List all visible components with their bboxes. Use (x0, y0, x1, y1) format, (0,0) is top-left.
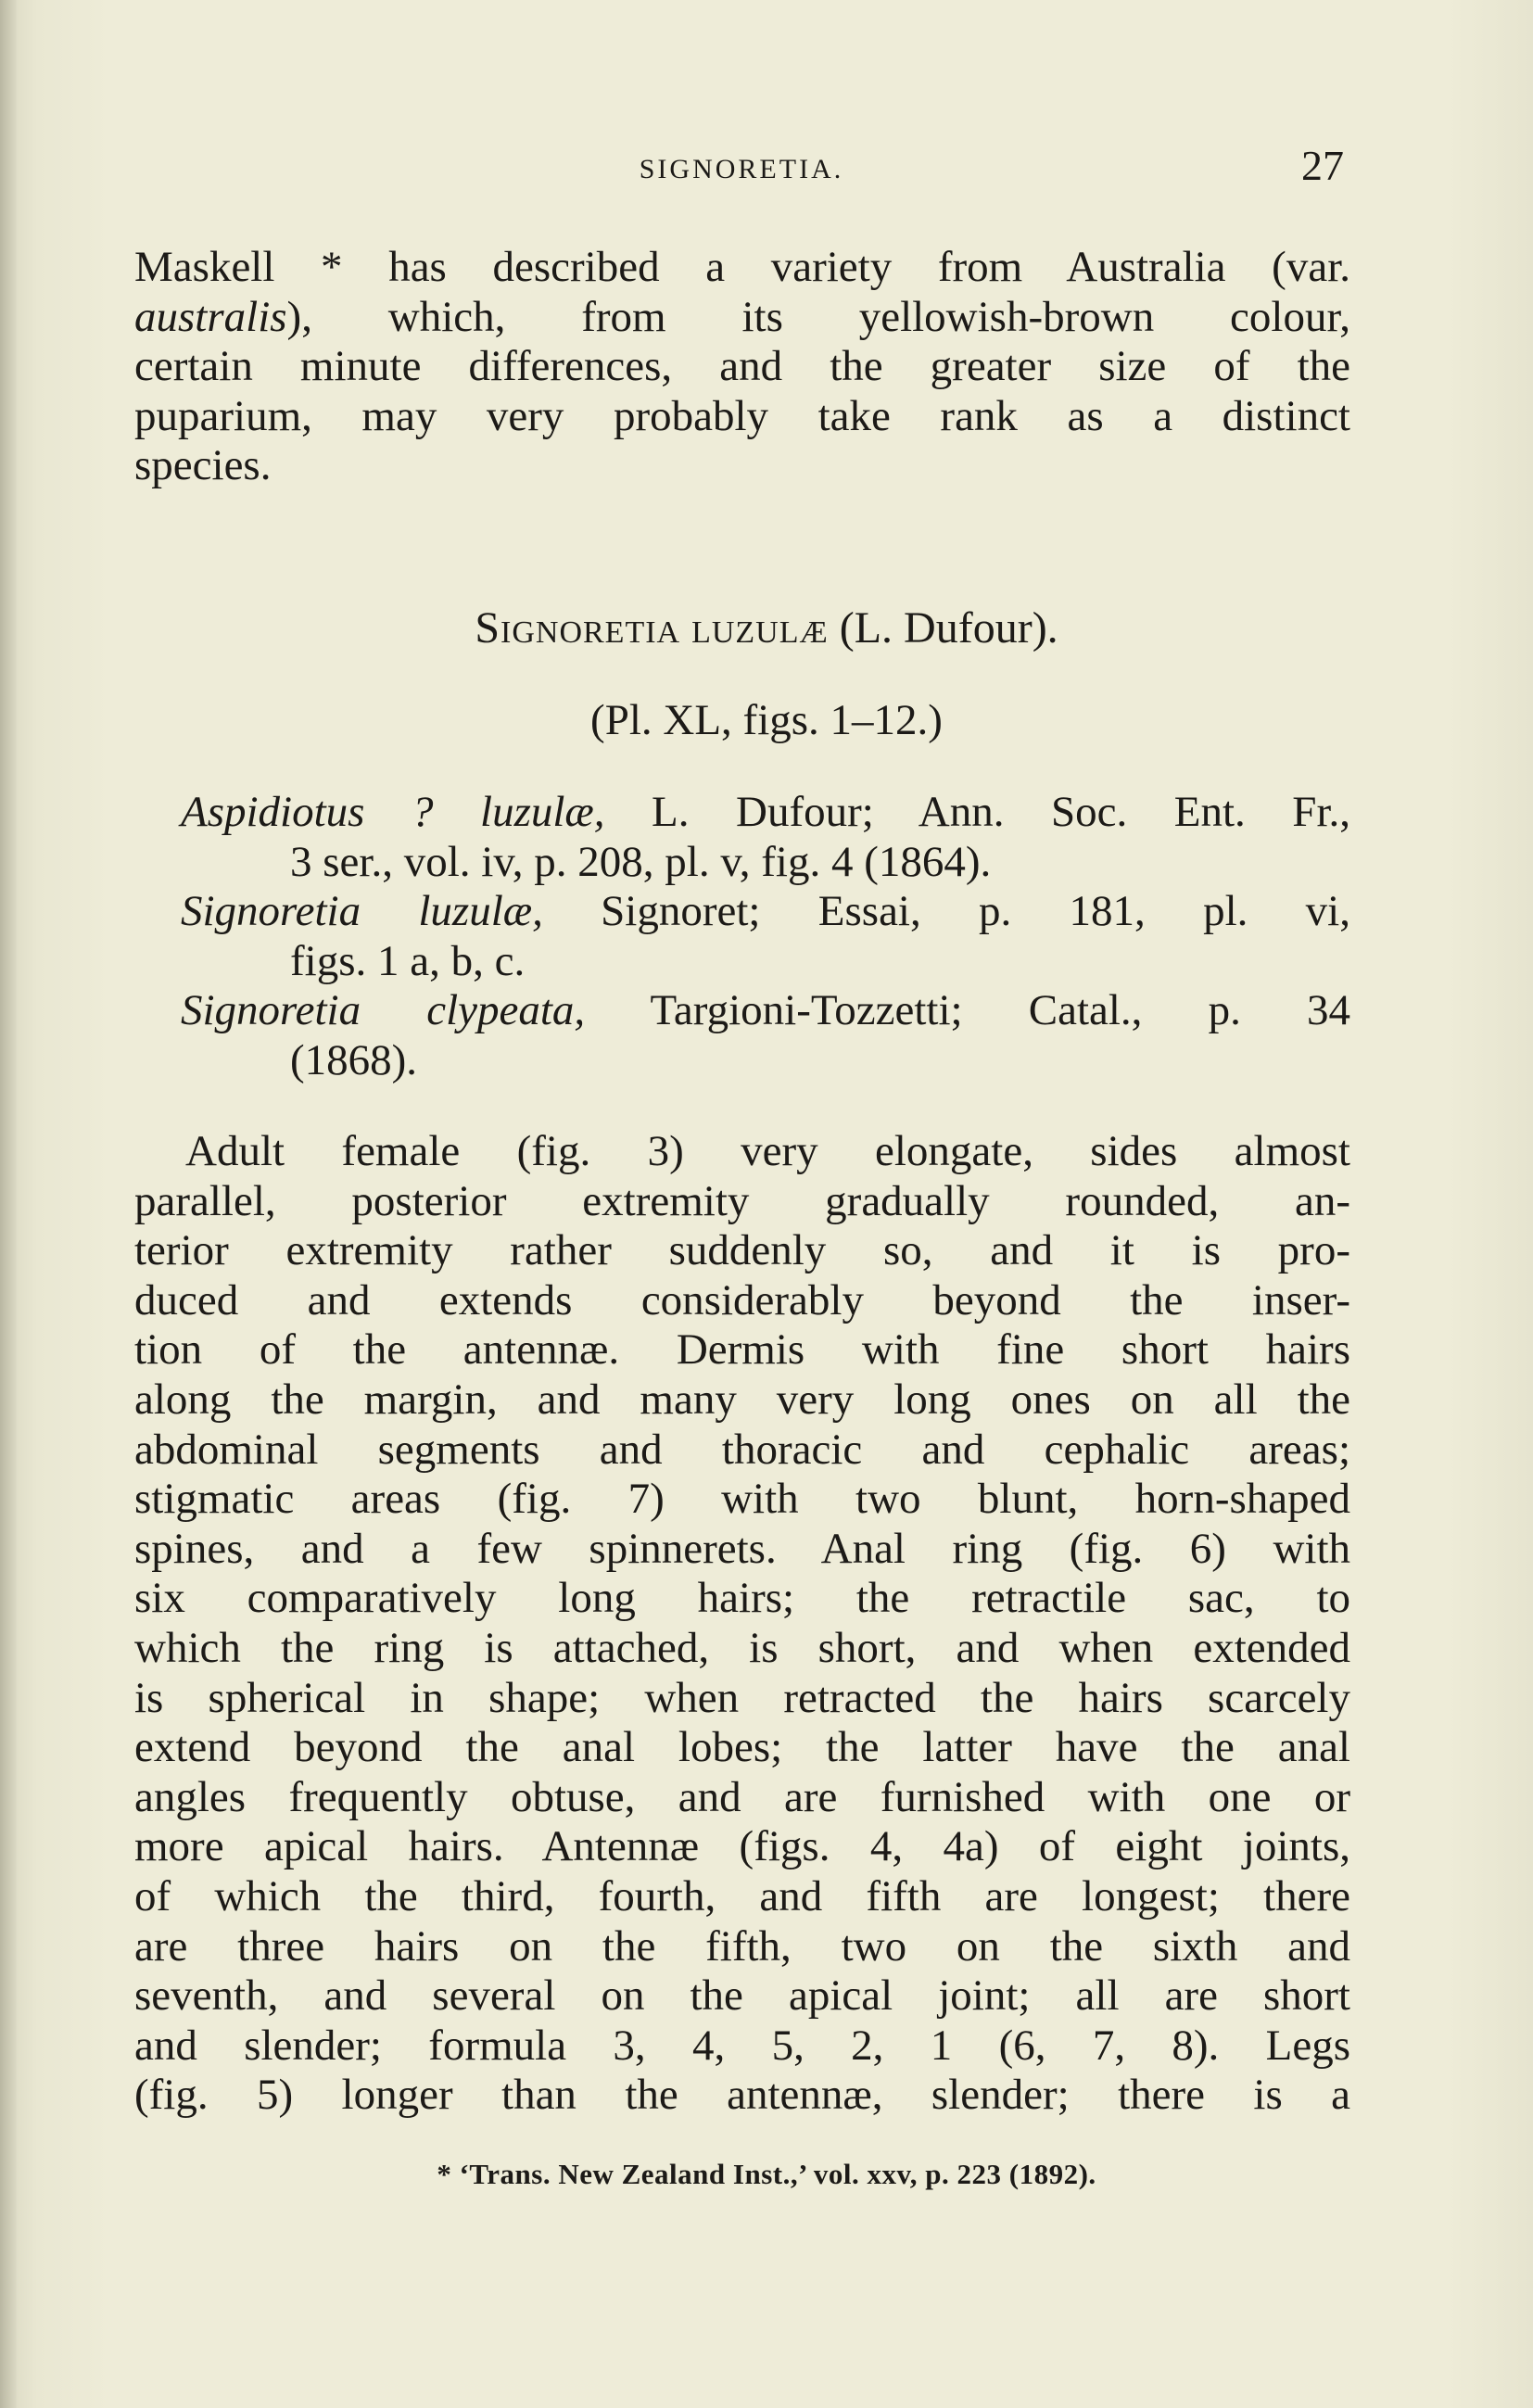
description-line: along the margin, and many very long ones on all the (134, 1375, 1350, 1424)
intro-line: certain minute differences, and the greater size of the (134, 342, 1350, 391)
synonym-citation-cont: figs. 1 a, b, c. (290, 936, 526, 985)
synonymy-list (181, 788, 1350, 1086)
description-line: of which the third, fourth, and fifth are longest; there (134, 1871, 1350, 1920)
plate-reference: (Pl. XL, figs. 1–12.) (590, 696, 943, 744)
synonym-citation: Targioni-Tozzetti; Catal., p. 34 (585, 986, 1350, 1035)
description-line: more apical hairs. Antennæ (figs. 4, 4a) of eight joints, (134, 1822, 1350, 1871)
species-genus: Signoretia (475, 603, 681, 653)
synonym-line (181, 986, 1350, 1036)
variety-name: australis (134, 292, 287, 341)
synonym-citation-cont: (1868). (290, 1035, 418, 1084)
intro-line-rest: ), which, from its yellowish-brown colour, (286, 292, 1350, 341)
description-line: parallel, posterior extremity gradually rounded, an- (134, 1176, 1350, 1225)
synonym-citation: L. Dufour; Ann. Soc. Ent. Fr., (604, 788, 1350, 836)
species-heading (0, 602, 1533, 653)
running-head-title: SIGNORETIA. (639, 154, 844, 184)
intro-line (134, 293, 1350, 343)
synonym-name: Signoretia luzulæ, (181, 887, 543, 936)
description-line: seventh, and several on the apical joint; all are short (134, 1971, 1350, 2021)
species-authority: (L. Dufour). (839, 603, 1058, 653)
synonym-entry (181, 986, 1350, 1085)
description-line: terior extremity rather suddenly so, and it is pro- (134, 1226, 1350, 1275)
intro-line: Maskell * has described a variety from Australia (var. (134, 243, 1350, 291)
description-line: (fig. 5) longer than the antennæ, slender; there is a (134, 2071, 1350, 2120)
description-line: are three hairs on the fifth, two on the sixth and (134, 1921, 1350, 1971)
description-line: is spherical in shape; when retracted the hairs scarcely (134, 1673, 1350, 1722)
description-line: extend beyond the anal lobes; the latter have the anal (134, 1723, 1350, 1772)
description-line: spines, and a few spinnerets. Anal ring (fig. 6) with (134, 1524, 1350, 1573)
intro-line: puparium, may very probably take rank as a distinct (134, 391, 1350, 440)
species-epithet: luzulæ (691, 603, 829, 653)
footnote: * ‘Trans. New Zealand Inst.,’ vol. xxv, p. 223 (1892). (437, 2158, 1096, 2190)
description-line: tion of the antennæ. Dermis with fine short hairs (134, 1325, 1350, 1375)
description-line: stigmatic areas (fig. 7) with two blunt, horn-shaped (134, 1475, 1350, 1524)
synonym-line (181, 887, 1350, 937)
description-line: duced and extends considerably beyond the inser- (134, 1275, 1350, 1324)
description-line: abdominal segments and thoracic and cephalic areas; (134, 1425, 1350, 1474)
description-line: angles frequently obtuse, and are furnished with one or (134, 1772, 1350, 1821)
synonym-name: Signoretia clypeata, (181, 986, 586, 1035)
synonym-entry (181, 887, 1350, 986)
synonym-citation: Signoret; Essai, p. 181, pl. vi, (542, 887, 1350, 936)
description-line: six comparatively long hairs; the retractile sac, to (134, 1574, 1350, 1623)
intro-paragraph (134, 243, 1350, 491)
synonym-name: Aspidiotus ? luzulæ, (181, 788, 605, 836)
description-line: which the ring is attached, is short, and when extended (134, 1623, 1350, 1672)
description-line: Adult female (fig. 3) very elongate, sides almost (185, 1127, 1350, 1175)
page-number: 27 (1301, 142, 1344, 189)
running-head (130, 142, 1353, 195)
synonym-entry (181, 788, 1350, 887)
intro-line: species. (134, 441, 272, 490)
description-paragraph (134, 1127, 1350, 2121)
page-spine-shadow (0, 0, 17, 2408)
synonym-citation-cont: 3 ser., vol. iv, p. 208, pl. v, fig. 4 (1864). (290, 837, 992, 886)
synonym-line (181, 788, 1350, 838)
description-line: and slender; formula 3, 4, 5, 2, 1 (6, 7, 8). Legs (134, 2021, 1350, 2070)
